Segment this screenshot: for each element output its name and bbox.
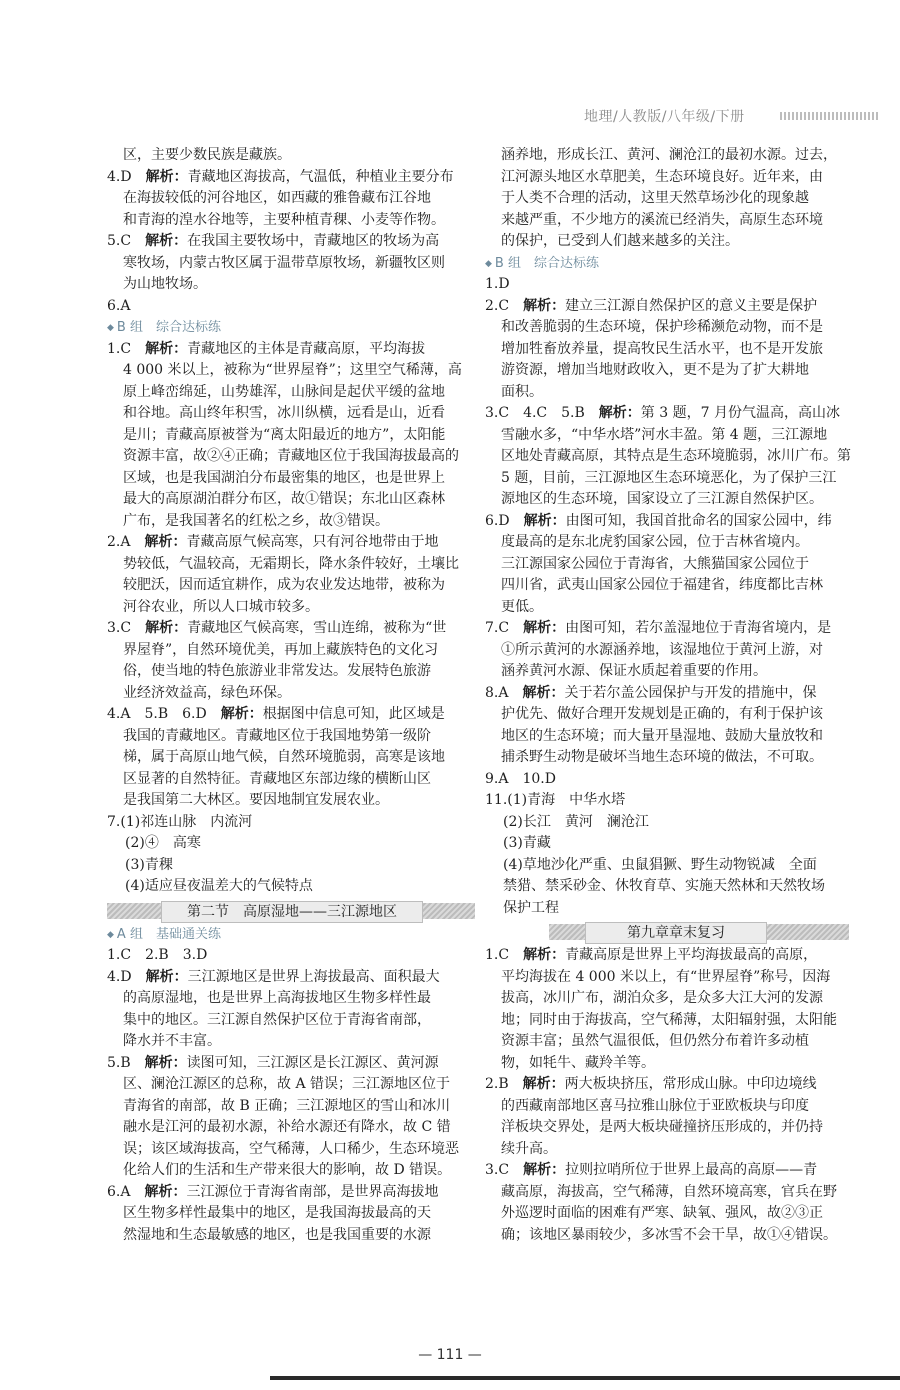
answer-line: 1.C 解析：青藏地区的主体是青藏高原，平均海拔: [107, 340, 426, 357]
answer-line: 3.C 解析：青藏地区气候高寒，雪山连绵，被称为“世: [107, 620, 447, 636]
analysis-label: 解析：: [523, 512, 566, 529]
group-heading: ◆ B 组 综合达标练: [485, 253, 863, 275]
section-heading-label: 第二节 高原湿地——三江源地区: [161, 901, 423, 923]
answer-line: 度最高的是东北虎豹国家公园，位于吉林省境内。: [501, 534, 809, 550]
answer-line: 来越严重，不少地方的溪流已经消失，高原生态环境: [501, 211, 823, 228]
answer-line: 三江源国家公园位于青海省，大熊猫国家公园位于: [501, 555, 809, 572]
answer-line: 区域，也是我国湖泊分布最密集的地区，也是世界上: [123, 469, 445, 486]
answer-line: 业经济效益高，绿色环保。: [123, 684, 291, 701]
answer-line: 4.D 解析：三江源地区是世界上海拔最高、面积最大: [107, 968, 440, 985]
answer-line: 降水并不丰富。: [123, 1033, 221, 1049]
analysis-label: 解析：: [144, 1183, 187, 1200]
answer-line: ①所示黄河的水源涵养地，该湿地位于黄河上游，对: [501, 641, 823, 658]
answer-line: 1.D: [485, 276, 510, 292]
analysis-label: 解析：: [145, 340, 188, 357]
answer-line: 江河源头地区水草肥美，生态环境良好。近年来，由: [501, 168, 823, 185]
answer-line: 化给人们的生活和生产带来很大的影响，故 D 错误。: [123, 1162, 452, 1178]
answer-line: 广布，是我国著名的红松之乡，故③错误。: [123, 512, 389, 529]
answer-line: 然湿地和生态最敏感的地区，也是我国重要的水源: [123, 1226, 431, 1243]
answer-line: 6.D 解析：由图可知，我国首批命名的国家公园中，纬: [485, 512, 832, 529]
answer-line: 洋板块交界处，是两大板块碰撞挤压形成的，并仍持: [501, 1119, 823, 1135]
answer-line: (3)青藏: [503, 835, 551, 851]
answer-line: 更低。: [501, 598, 543, 615]
answer-line: 地区的生态环境；而大量开垦湿地、鼓励大量放牧和: [501, 727, 823, 744]
answer-line: 最大的高原湖泊群分布区，故①错误；东北山区森林: [123, 491, 445, 507]
analysis-label: 解析：: [145, 233, 188, 249]
answer-line: 俗，使当地的特色旅游业非常发达。发展特色旅游: [123, 663, 431, 679]
answer-line: 源地区的生态环境，国家设立了三江源自然保护区。: [501, 491, 823, 507]
analysis-label: 解析：: [145, 168, 188, 185]
answer-line: 区地处青藏高原，其特点是生态环境脆弱，冰川广布。第: [501, 448, 851, 464]
answer-line: 确；该地区暴雨较少，多冰雪不会干旱，故①④错误。: [501, 1226, 837, 1243]
answer-line: 界屋脊”，自然环境优美，再加上藏族特色的文化习: [123, 641, 439, 658]
answer-line: 四川省，武夷山国家公园位于福建省，纬度都比吉林: [501, 577, 823, 593]
page-header: [580, 104, 885, 128]
analysis-label: 解析：: [144, 534, 187, 550]
analysis-label: 解析：: [523, 1162, 566, 1178]
answer-line: 9.A 10.D: [485, 770, 556, 787]
answer-line: 4.D 解析：青藏地区海拔高，气温低，种植业主要分布: [107, 168, 454, 185]
bottom-rule: [270, 1376, 900, 1380]
right-column: [485, 145, 863, 1246]
section-heading: [485, 921, 863, 943]
answer-line: 1.C 2.B 3.D: [107, 947, 208, 963]
answer-line: 捕杀野生动物是破坏当地生态环境的做法，不可取。: [501, 749, 823, 765]
answer-line: 的保护，已受到人们越来越多的关注。: [501, 233, 739, 249]
analysis-label: 解析：: [523, 620, 566, 636]
answer-line: 4 000 米以上，被称为“世界屋脊”；这里空气稀薄，高: [123, 362, 462, 378]
answer-line: 游资源，增加当地财政收入，更不是为了扩大耕地: [501, 362, 809, 378]
answer-line: 2.C 解析：建立三江源自然保护区的意义主要是保护: [485, 297, 818, 314]
header-decoration: [780, 112, 880, 120]
answer-line: 6.A 解析：三江源位于青海省南部，是世界高海拔地: [107, 1183, 439, 1200]
answer-line: 的高原湿地，也是世界上高海拔地区生物多样性最: [123, 990, 431, 1006]
answer-line: 4.A 5.B 6.D 解析：根据图中信息可知，此区域是: [107, 706, 445, 722]
analysis-label: 解析：: [145, 620, 188, 636]
answer-line: 增加牲畜放养量，提高牧民生活水平，也不是开发旅: [501, 340, 823, 357]
page-number: — 111 —: [418, 1347, 482, 1363]
answer-line: 平均海拔在 4 000 米以上，有“世界屋脊”称号，因海: [501, 968, 831, 985]
analysis-label: 解析：: [522, 1076, 565, 1092]
answer-line: 3.C 4.C 5.B 解析：第 3 题，7 月份气温高，高山冰: [485, 405, 840, 421]
answer-line: (4)草地沙化严重、虫鼠猖獗、野生动物锐减 全面: [503, 856, 817, 873]
answer-line: 3.C 解析：拉则拉哨所位于世界上最高的高原——青: [485, 1162, 818, 1178]
answer-line: 在海拔较低的河谷地区，如西藏的雅鲁藏布江谷地: [123, 190, 431, 206]
answer-line: 6.A: [107, 297, 131, 314]
answer-line: 融水是江河的最初水源，补给水源还有降水，故 C 错: [123, 1119, 451, 1135]
answer-line: 5.B 解析：读图可知，三江源区是长江源区、黄河源: [107, 1054, 439, 1071]
answer-line: 的西藏南部地区喜马拉雅山脉位于亚欧板块与印度: [501, 1097, 809, 1114]
answer-line: 梯，属于高原山地气候，自然环境脆弱，高寒是该地: [123, 749, 445, 765]
answer-line: 为山地牧场。: [123, 276, 207, 292]
answer-line: (2)④ 高寒: [125, 835, 201, 851]
group-heading: ◆ A 组 基础通关练: [107, 924, 479, 946]
group-heading: ◆ B 组 综合达标练: [107, 317, 479, 339]
answer-line: 和改善脆弱的生态环境，保护珍稀濒危动物，而不是: [501, 319, 823, 335]
answer-line: 涵养地，形成长江、黄河、澜沧江的最初水源。过去，: [501, 147, 837, 163]
answer-line: (3)青稞: [125, 856, 173, 873]
answer-line: 续升高。: [501, 1140, 557, 1157]
answer-line: 5.C 解析：在我国主要牧场中，青藏地区的牧场为高: [107, 233, 440, 249]
answer-line: 寒牧场，内蒙古牧区属于温带草原牧场，新疆牧区则: [123, 254, 445, 271]
answer-line: 和青海的湟水谷地等，主要种植青稞、小麦等作物。: [123, 211, 445, 228]
answer-line: 资源丰富；虽然气温很低，但仍然分布着许多动植: [501, 1033, 809, 1049]
answer-line: 2.A 解析：青藏高原气候高寒，只有河谷地带由于地: [107, 534, 439, 550]
section-heading: [107, 900, 479, 922]
answer-line: (4)适应昼夜温差大的气候特点: [125, 878, 313, 894]
answer-line: 外巡逻时面临的困难有严寒、缺氧、强风，故②③正: [501, 1205, 823, 1221]
answer-line: 河谷农业，所以人口城市较多。: [123, 598, 319, 615]
answer-line: 是川；青藏高原被誉为“离太阳最近的地方”，太阳能: [123, 426, 446, 443]
analysis-label: 解析：: [523, 297, 566, 314]
answer-line: 和谷地。高山终年积雪，冰川纵横，远看是山，近看: [123, 405, 445, 421]
answer-line: 区、澜沧江源区的总称，故 A 错误；三江源地区位于: [123, 1076, 451, 1092]
answer-line: 是我国第二大林区。要因地制宜发展农业。: [123, 792, 389, 808]
analysis-label: 解析：: [522, 684, 565, 701]
answer-line: 区，主要少数民族是藏族。: [123, 147, 291, 163]
answer-line: 7.(1)祁连山脉 内流河: [107, 813, 253, 830]
answer-line: 物，如牦牛、藏羚羊等。: [501, 1054, 655, 1071]
analysis-label: 解析：: [598, 405, 641, 421]
answer-line: 于人类不合理的活动，这里天然草场沙化的现象越: [501, 190, 809, 206]
answer-line: 势较低，气温较高，无霜期长，降水条件较好，土壤比: [123, 555, 459, 572]
answer-line: (2)长江 黄河 澜沧江: [503, 813, 649, 830]
left-column: [107, 145, 479, 1246]
analysis-label: 解析：: [145, 968, 188, 985]
answer-line: 雪融水多，“中华水塔”河水丰盈。第 4 题，三江源地: [501, 426, 828, 443]
answer-line: 青海省的南部，故 B 正确；三江源地区的雪山和冰川: [123, 1097, 451, 1114]
answer-line: 较肥沃，因而适宜耕作，成为农业发达地带，被称为: [123, 577, 445, 593]
answer-line: 集中的地区。三江源自然保护区位于青海省南部，: [123, 1011, 431, 1028]
answer-line: 区生物多样性最集中的地区，是我国海拔最高的天: [123, 1205, 431, 1221]
answer-line: 保护工程: [503, 899, 559, 916]
header-title: 地理/人教版/八年级/下册: [584, 109, 745, 125]
answer-line: 禁猎、禁采砂金、休牧育草、实施天然林和天然牧场: [503, 878, 825, 894]
answer-line: 1.C 解析：青藏高原是世界上平均海拔最高的高原，: [485, 947, 818, 963]
analysis-label: 解析：: [144, 1054, 187, 1071]
answer-line: 误；该区域海拔高，空气稀薄，人口稀少，生态环境恶: [123, 1140, 459, 1157]
answer-line: 区显著的自然特征。青藏地区东部边缘的横断山区: [123, 770, 431, 787]
answer-line: 藏高原，海拔高，空气稀薄，自然环境高寒，官兵在野: [501, 1183, 837, 1200]
answer-line: 地；同时由于海拔高，空气稀薄，太阳辐射强，太阳能: [501, 1011, 837, 1028]
answer-line: 面积。: [501, 383, 543, 400]
answer-line: 2.B 解析：两大板块挤压，常形成山脉。中印边境线: [485, 1076, 817, 1092]
answer-line: 资源丰富，故②④正确；青藏地区位于我国海拔最高的: [123, 448, 459, 464]
answer-line: 7.C 解析：由图可知，若尔盖湿地位于青海省境内，是: [485, 620, 832, 636]
answer-line: 原上峰峦绵延，山势雄浑，山脉间是起伏平缓的盆地: [123, 383, 445, 400]
answer-line: 拔高，冰川广布，湖泊众多，是众多大江大河的发源: [501, 990, 823, 1006]
answer-line: 涵养黄河水源、保证水质起着重要的作用。: [501, 663, 767, 679]
answer-line: 我国的青藏地区。青藏地区位于我国地势第一级阶: [123, 727, 431, 744]
analysis-label: 解析：: [523, 947, 566, 963]
answer-line: 5 题，目前，三江源地区生态环境恶化，为了保护三江: [501, 469, 837, 486]
section-heading-label: 第九章章末复习: [585, 922, 767, 944]
answer-line: 护优先、做好合理开发规划是正确的，有利于保护该: [501, 706, 823, 722]
answer-line: 11.(1)青海 中华水塔: [485, 792, 626, 808]
analysis-label: 解析：: [220, 706, 263, 722]
answer-line: 8.A 解析：关于若尔盖公园保护与开发的措施中，保: [485, 684, 817, 701]
